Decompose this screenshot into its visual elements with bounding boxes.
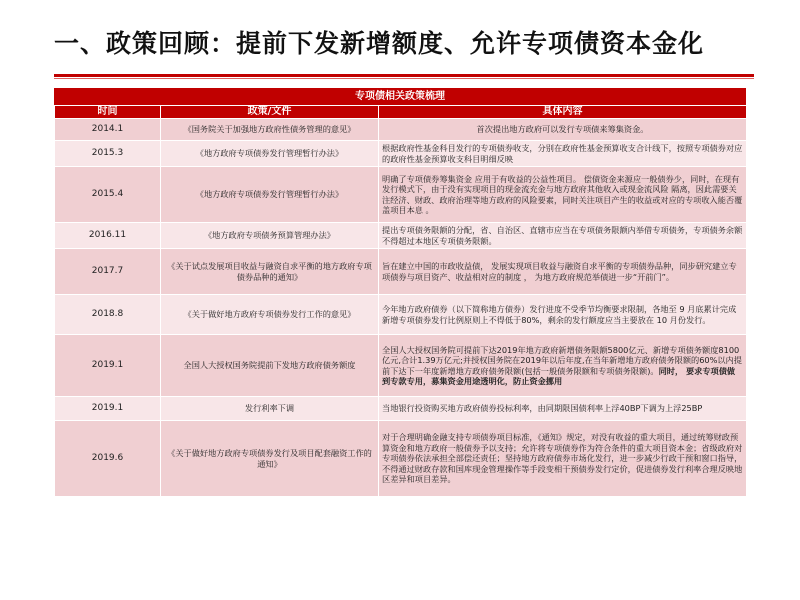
header-doc: 政策/文件	[161, 106, 379, 119]
row-doc: 《关于做好地方政府专项债券发行工作的意见》	[161, 295, 379, 335]
table-row	[55, 295, 747, 335]
row-doc: 《关于试点发展项目收益与融资自求平衡的地方政府专项债券品种的通知》	[161, 249, 379, 295]
row-content	[379, 335, 747, 397]
row-time: 2015.3	[55, 141, 161, 167]
row-doc: 《国务院关于加强地方政府性债务管理的意见》	[161, 119, 379, 141]
policy-table-container	[54, 88, 746, 497]
table-row	[55, 167, 747, 223]
policy-table	[54, 105, 747, 497]
row-time: 2016.11	[55, 223, 161, 249]
row-doc: 《地方政府专项债券发行管理暂行办法》	[161, 167, 379, 223]
row-content: 对于合理明确金融支持专项债券项目标准，《通知》规定，对没有收益的重大项目，通过统筹财政预算资金和地方政府一般债券予以支持；允许将专项债券作为符合条件的重大项目资本金；省级政府对专项债券依法承担全部偿还责任；坚持地方政府债券市场化发行，进一步减少行政干预和窗口指导，不得通过财政存款和国库现金管理操作等手段变相干预债券发行定价，促进债券发行利率合理反映地区差异和项目差异。	[379, 421, 747, 497]
page-title: 一、政策回顾：提前下发新增额度、允许专项债资本金化	[54, 29, 705, 58]
row-doc: 发行利率下调	[161, 397, 379, 421]
header-content: 具体内容	[379, 106, 747, 119]
row-content: 首次提出地方政府可以发行专项债来筹集资金。	[379, 119, 747, 141]
row-time: 2019.6	[55, 421, 161, 497]
table-row	[55, 119, 747, 141]
row-doc: 《关于做好地方政府专项债券发行及项目配套融资工作的通知》	[161, 421, 379, 497]
row-content: 今年地方政府债券（以下简称地方债券）发行进度不受季节均衡要求限制，各地至 9 月底累计完成新增专项债券发行比例原则上不得低于80%，剩余的发行额度应当主要放在 10 月份发行。	[379, 295, 747, 335]
row-time: 2014.1	[55, 119, 161, 141]
row-doc: 《地方政府专项债务预算管理办法》	[161, 223, 379, 249]
title-divider	[54, 74, 754, 77]
row-content-text: 全国人大授权国务院可提前下达2019年地方政府新增债务限额5800亿元、新增专项债务额度8100亿元,合计1.39万亿元;并授权国务院在2019年以后年度,在当年新增地方政府债务限额的60%以内提前下达下一年度新增地方政府债务限额(包括一般债务限额和专项债务限额)。	[382, 344, 742, 376]
row-time: 2019.1	[55, 397, 161, 421]
row-content: 明确了专项债券筹集资金 应用于有收益的公益性项目。 偿债资金来源应一般债券少，同时，在现有发行模式下，由于没有实现项目的现金流充金与地方政府其他收入或现金流风险 隔离，因此需要关注经济、财政、政府治理等地方政府的风险要素，同时关注项目产生的收益或对应的专项收入能否覆盖项目本息 。	[379, 167, 747, 223]
table-row	[55, 249, 747, 295]
row-time: 2017.7	[55, 249, 161, 295]
row-time: 2018.8	[55, 295, 161, 335]
table-row	[55, 141, 747, 167]
header-time: 时间	[55, 106, 161, 119]
row-doc: 《地方政府专项债券发行管理暂行办法》	[161, 141, 379, 167]
row-content: 根据政府性基金科目发行的专项债券收支，分别在政府性基金预算收支合计线下，按照专项债券对应的政府性基金预算收支科目明细反映	[379, 141, 747, 167]
table-row	[55, 335, 747, 397]
row-time: 2019.1	[55, 335, 161, 397]
row-doc: 全国人大授权国务院提前下发地方政府债务额度	[161, 335, 379, 397]
table-row	[55, 397, 747, 421]
row-time: 2015.4	[55, 167, 161, 223]
row-content: 提出专项债务限额的分配，省、自治区、直辖市应当在专项债务限额内举借专项债务，专项债务余额不得超过本地区专项债务限额。	[379, 223, 747, 249]
row-content-emphasis: 同时， 要求专项债做到专款专用，募集资金用途透明化，防止资金挪用	[382, 365, 736, 386]
table-header-row	[55, 106, 747, 119]
table-caption: 专项债相关政策梳理	[54, 88, 746, 105]
table-row	[55, 421, 747, 497]
table-row	[55, 223, 747, 249]
title-divider-thin	[54, 78, 754, 79]
row-content: 当地银行投资购买地方政府债券投标利率，由同期限国债利率上浮40BP下调为上浮25BP	[379, 397, 747, 421]
row-content: 旨在建立中国的市政收益债， 发展实现项目收益与融资自求平衡的专项债券品种，同步研究建立专项债券与项目资产、收益相对应的制度 ， 为地方政府规范举债进一步“开前门”。	[379, 249, 747, 295]
